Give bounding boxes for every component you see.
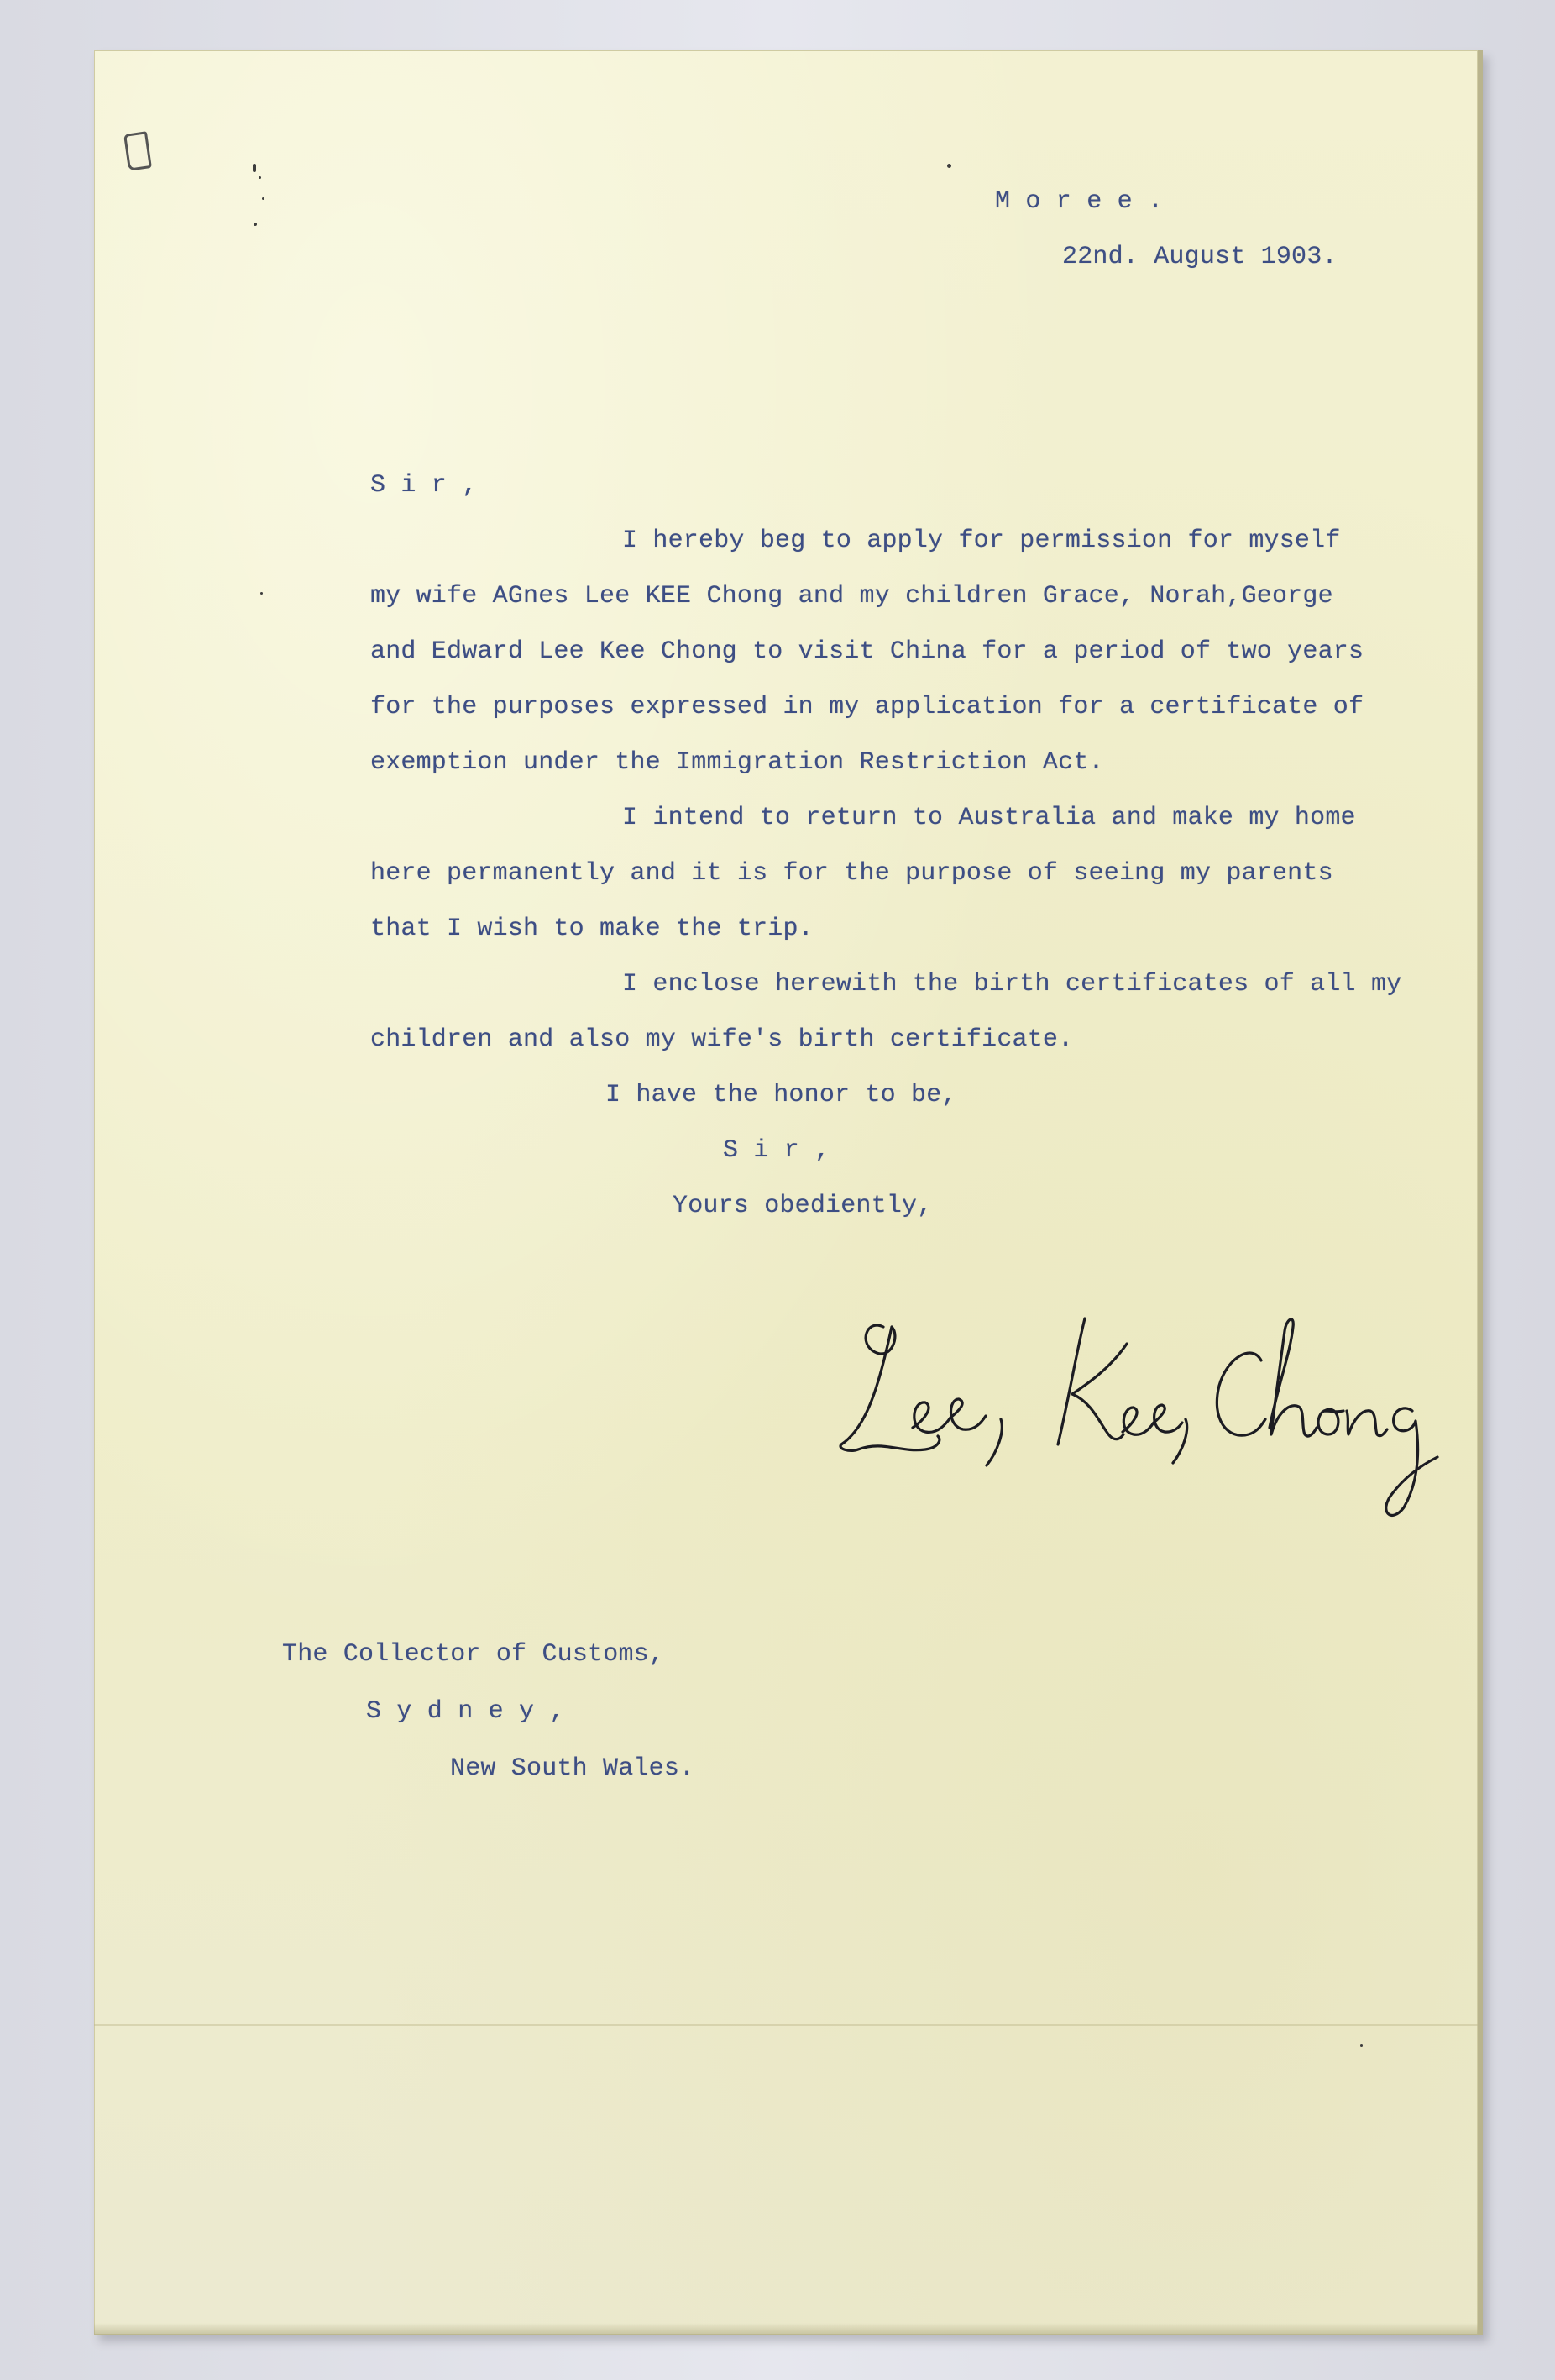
body-line: and Edward Lee Kee Chong to visit China for a period of two years xyxy=(370,637,1364,666)
body-line: exemption under the Immigration Restriction Act. xyxy=(370,748,1104,777)
body-line: that I wish to make the trip. xyxy=(370,915,814,943)
paper-bottom-edge xyxy=(94,2323,1478,2335)
body-line: I intend to return to Australia and make my home xyxy=(622,804,1356,832)
body-line: I hereby beg to apply for permission for myself xyxy=(622,527,1341,555)
addressee-line: S y d n e y , xyxy=(366,1697,565,1726)
body-line: for the purposes expressed in my application for a certificate of xyxy=(370,693,1364,721)
letter-page xyxy=(94,50,1483,2335)
body-line: I enclose herewith the birth certificates of all my xyxy=(622,970,1402,999)
addressee-line: New South Wales. xyxy=(450,1754,695,1783)
letter-date: 22nd. August 1903. xyxy=(1062,243,1338,271)
body-line: here permanently and it is for the purpose of seeing my parents xyxy=(370,859,1333,888)
punch-hole xyxy=(123,131,152,170)
closing-line: S i r , xyxy=(723,1136,830,1165)
letter-place: M o r e e . xyxy=(995,187,1164,216)
body-line: children and also my wife's birth certificate. xyxy=(370,1025,1074,1054)
closing-line: Yours obediently, xyxy=(673,1192,933,1220)
handwritten-signature xyxy=(833,1285,1454,1528)
closing-line: I have the honor to be, xyxy=(605,1081,957,1109)
body-line: my wife AGnes Lee KEE Chong and my children Grace, Norah,George xyxy=(370,582,1333,611)
paper-fold-line xyxy=(94,2024,1478,2026)
salutation: S i r , xyxy=(370,471,478,500)
addressee-line: The Collector of Customs, xyxy=(282,1640,665,1669)
